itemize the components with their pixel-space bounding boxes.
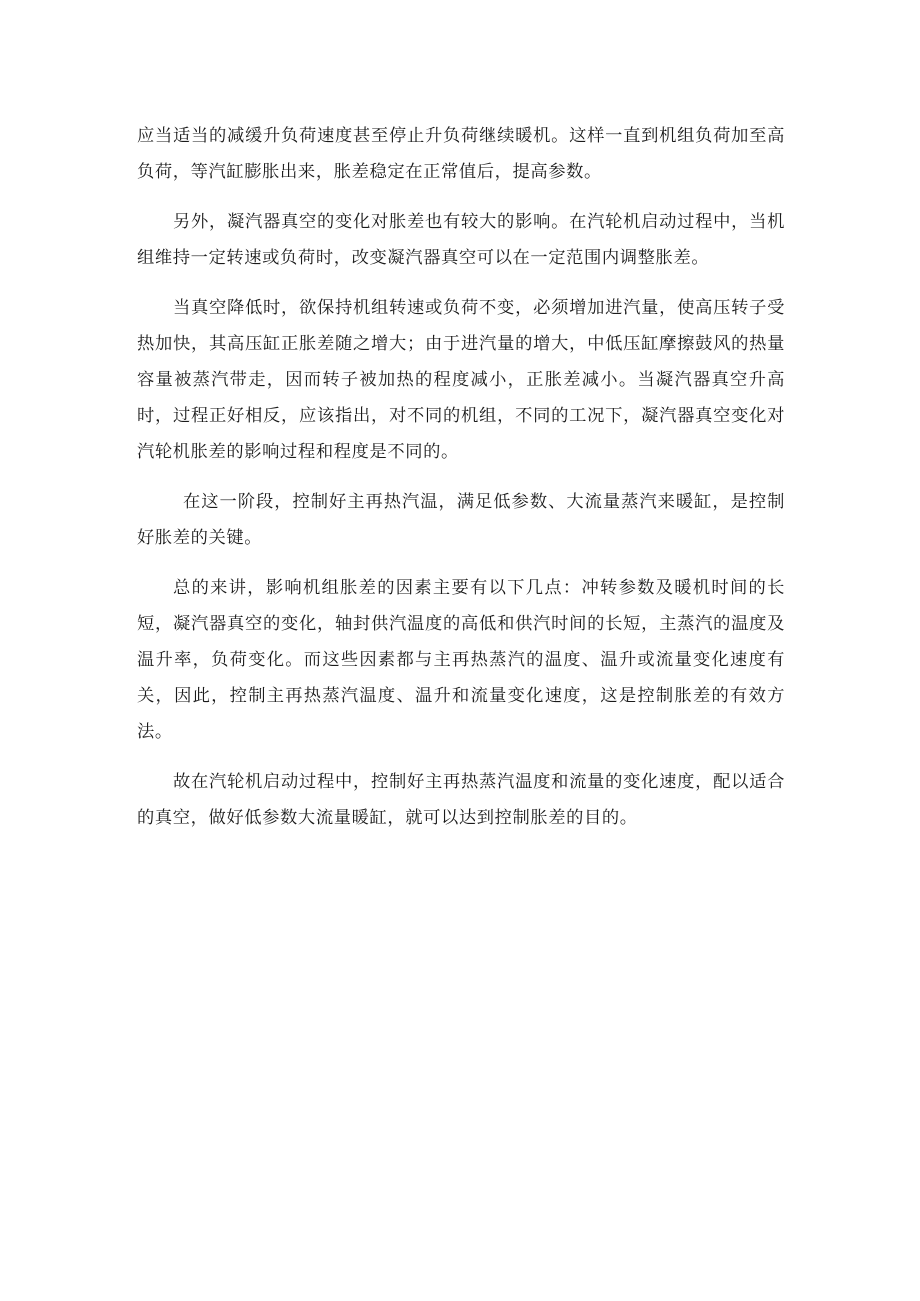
paragraph-continued-warmup: 应当适当的减缓升负荷速度甚至停止升负荷继续暖机。这样一直到机组负荷加至高负荷，等汽缸膨胀出来，胀差稳定在正常值后，提高参数。 [137, 126, 785, 182]
document-page [137, 118, 785, 850]
paragraph-summary-factors: 总的来讲，影响机组胀差的因素主要有以下几点：冲转参数及暖机时间的长短，凝汽器真空的变化，轴封供汽温度的高低和供汽时间的长短，主蒸汽的温度及温升率，负荷变化。而这些因素都与主再热蒸汽的温度、温升或流量变化速度有关，因此，控制主再热蒸汽温度、温升和流量变化速度，这是控制胀差的有效方法。 [137, 578, 785, 742]
paragraph-condenser-vacuum: 另外，凝汽器真空的变化对胀差也有较大的影响。在汽轮机启动过程中，当机组维持一定转速或负荷时，改变凝汽器真空可以在一定范围内调整胀差。 [137, 212, 785, 268]
paragraph-vacuum-decrease: 当真空降低时，欲保持机组转速或负荷不变，必须增加进汽量，使高压转子受热加快，其高压缸正胀差随之增大；由于进汽量的增大，中低压缸摩擦鼓风的热量容量被蒸汽带走，因而转子被加热的程度减小，正胀差减小。当凝汽器真空升高时，过程正好相反，应该指出，对不同的机组，不同的工况下，凝汽器真空变化对汽轮机胀差的影响过程和程度是不同的。 [137, 298, 785, 462]
paragraph-conclusion: 故在汽轮机启动过程中，控制好主再热蒸汽温度和流量的变化速度，配以适合的真空，做好低参数大流量暖缸，就可以达到控制胀差的目的。 [137, 772, 785, 828]
paragraph-stage-control: 在这一阶段，控制好主再热汽温，满足低参数、大流量蒸汽来暖缸，是控制好胀差的关键。 [137, 492, 785, 548]
